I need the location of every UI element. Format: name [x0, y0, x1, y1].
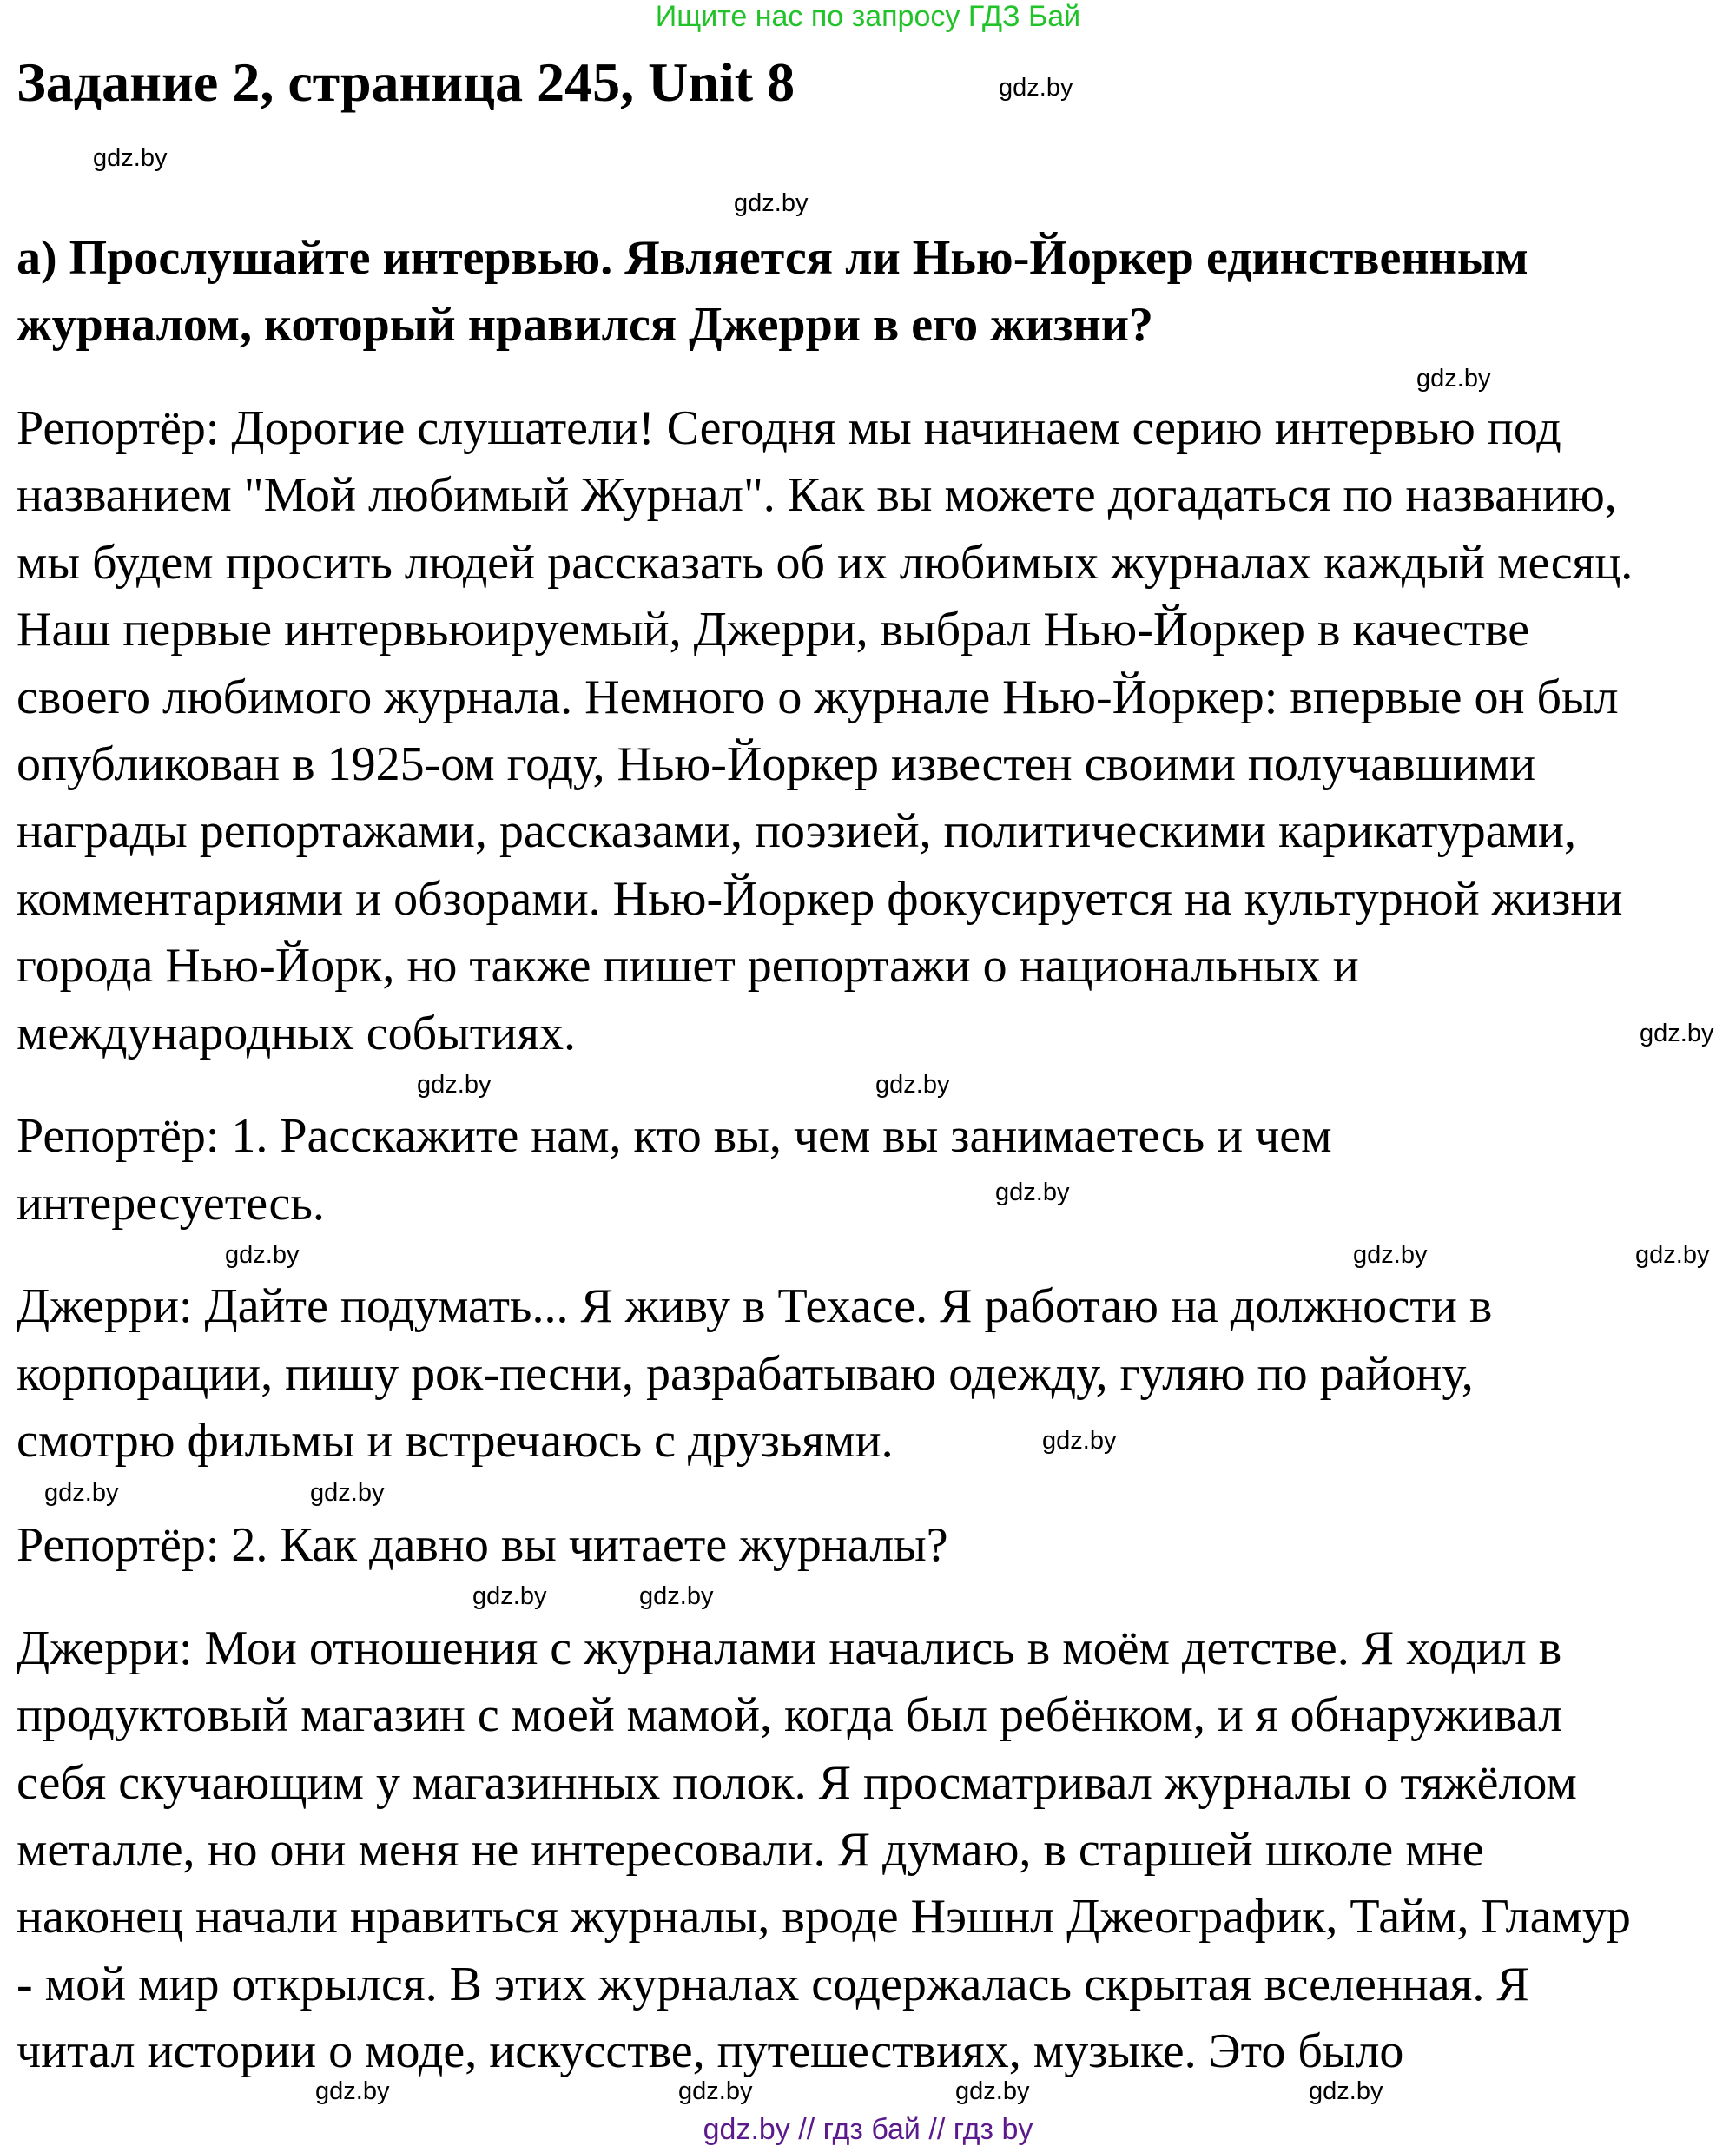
paragraph-line: названием "Мой любимый Журнал". Как вы можете догадаться по названию, — [17, 468, 1617, 522]
watermark: gdz.by — [1042, 1427, 1117, 1455]
paragraph-line: - мой мир открылся. В этих журналах содержалась скрытая вселенная. Я — [17, 1958, 1529, 2011]
paragraph-line: Репортёр: 1. Расскажите нам, кто вы, чем вы занимаетесь и чем — [17, 1109, 1332, 1163]
paragraph-line: интересуетесь. — [17, 1177, 325, 1231]
paragraph-line: мы будем просить людей рассказать об их любимых журналах каждый месяц. — [17, 536, 1634, 590]
watermark: gdz.by — [999, 74, 1073, 102]
paragraph-line: продуктовый магазин с моей мамой, когда был ребёнком, и я обнаруживал — [17, 1688, 1563, 1742]
watermark: gdz.by — [1640, 1020, 1714, 1047]
watermark: gdz.by — [875, 1071, 950, 1099]
watermark: gdz.by — [1635, 1241, 1710, 1269]
page-title: Задание 2, страница 245, Unit 8 — [17, 51, 795, 113]
paragraph-line: читал истории о моде, искусстве, путешествиях, музыке. Это было — [17, 2024, 1404, 2078]
paragraph-line: города Нью-Йорк, но также пишет репортажи о национальных и — [17, 939, 1359, 993]
paragraph-line: международных событиях. — [17, 1007, 576, 1060]
paragraph-line: награды репортажами, рассказами, поэзией, политическими карикатурами, — [17, 804, 1576, 858]
paragraph-line: комментариями и обзорами. Нью-Йоркер фокусируется на культурной жизни — [17, 872, 1623, 926]
paragraph-line: наконец начали нравиться журналы, вроде Нэшнл Джеографик, Тайм, Гламур — [17, 1890, 1631, 1944]
watermark: gdz.by — [1416, 365, 1491, 393]
paragraph-line: Джерри: Мои отношения с журналами начались в моём детстве. Я ходил в — [17, 1621, 1562, 1675]
paragraph-line: опубликован в 1925-ом году, Нью-Йоркер известен своими получавшими — [17, 737, 1536, 791]
task-heading-line: а) Прослушайте интервью. Является ли Нью-Йоркер единственным — [17, 231, 1528, 285]
watermark: gdz.by — [955, 2077, 1030, 2105]
watermark: gdz.by — [310, 1479, 385, 1507]
watermark: gdz.by — [225, 1241, 300, 1269]
paragraph-line: смотрю фильмы и встречаюсь с друзьями. — [17, 1414, 894, 1468]
watermark: gdz.by — [1353, 1241, 1428, 1269]
paragraph-line: корпорации, пишу рок-песни, разрабатываю одежду, гуляю по району, — [17, 1347, 1474, 1401]
paragraph-line: Репортёр: 2. Как давно вы читаете журналы? — [17, 1518, 948, 1572]
paragraph-line: своего любимого журнала. Немного о журнале Нью-Йоркер: впервые он был — [17, 670, 1619, 724]
task-heading-line: журналом, который нравился Джерри в его жизни? — [17, 298, 1154, 352]
paragraph-line: металле, но они меня не интересовали. Я думаю, в старшей школе мне — [17, 1823, 1484, 1877]
watermark: gdz.by — [417, 1071, 492, 1099]
paragraph-line: Репортёр: Дорогие слушатели! Сегодня мы начинаем серию интервью под — [17, 401, 1561, 455]
watermark: gdz.by — [995, 1179, 1070, 1206]
footer-links: gdz.by // гдз бай // гдз by — [703, 2113, 1033, 2146]
watermark: gdz.by — [93, 144, 168, 172]
watermark: gdz.by — [472, 1582, 547, 1610]
watermark: gdz.by — [315, 2077, 390, 2105]
watermark: gdz.by — [44, 1479, 119, 1507]
watermark: gdz.by — [1309, 2077, 1383, 2105]
paragraph-line: себя скучающим у магазинных полок. Я просматривал журналы о тяжёлом — [17, 1756, 1577, 1810]
paragraph-line: Джерри: Дайте подумать... Я живу в Техасе. Я работаю на должности в — [17, 1279, 1493, 1333]
paragraph-line: Наш первые интервьюируемый, Джерри, выбрал Нью-Йоркер в качестве — [17, 603, 1530, 657]
watermark: gdz.by — [734, 189, 809, 217]
search-banner: Ищите нас по запросу ГДЗ Бай — [655, 0, 1081, 33]
watermark: gdz.by — [678, 2077, 753, 2105]
watermark: gdz.by — [639, 1582, 714, 1610]
